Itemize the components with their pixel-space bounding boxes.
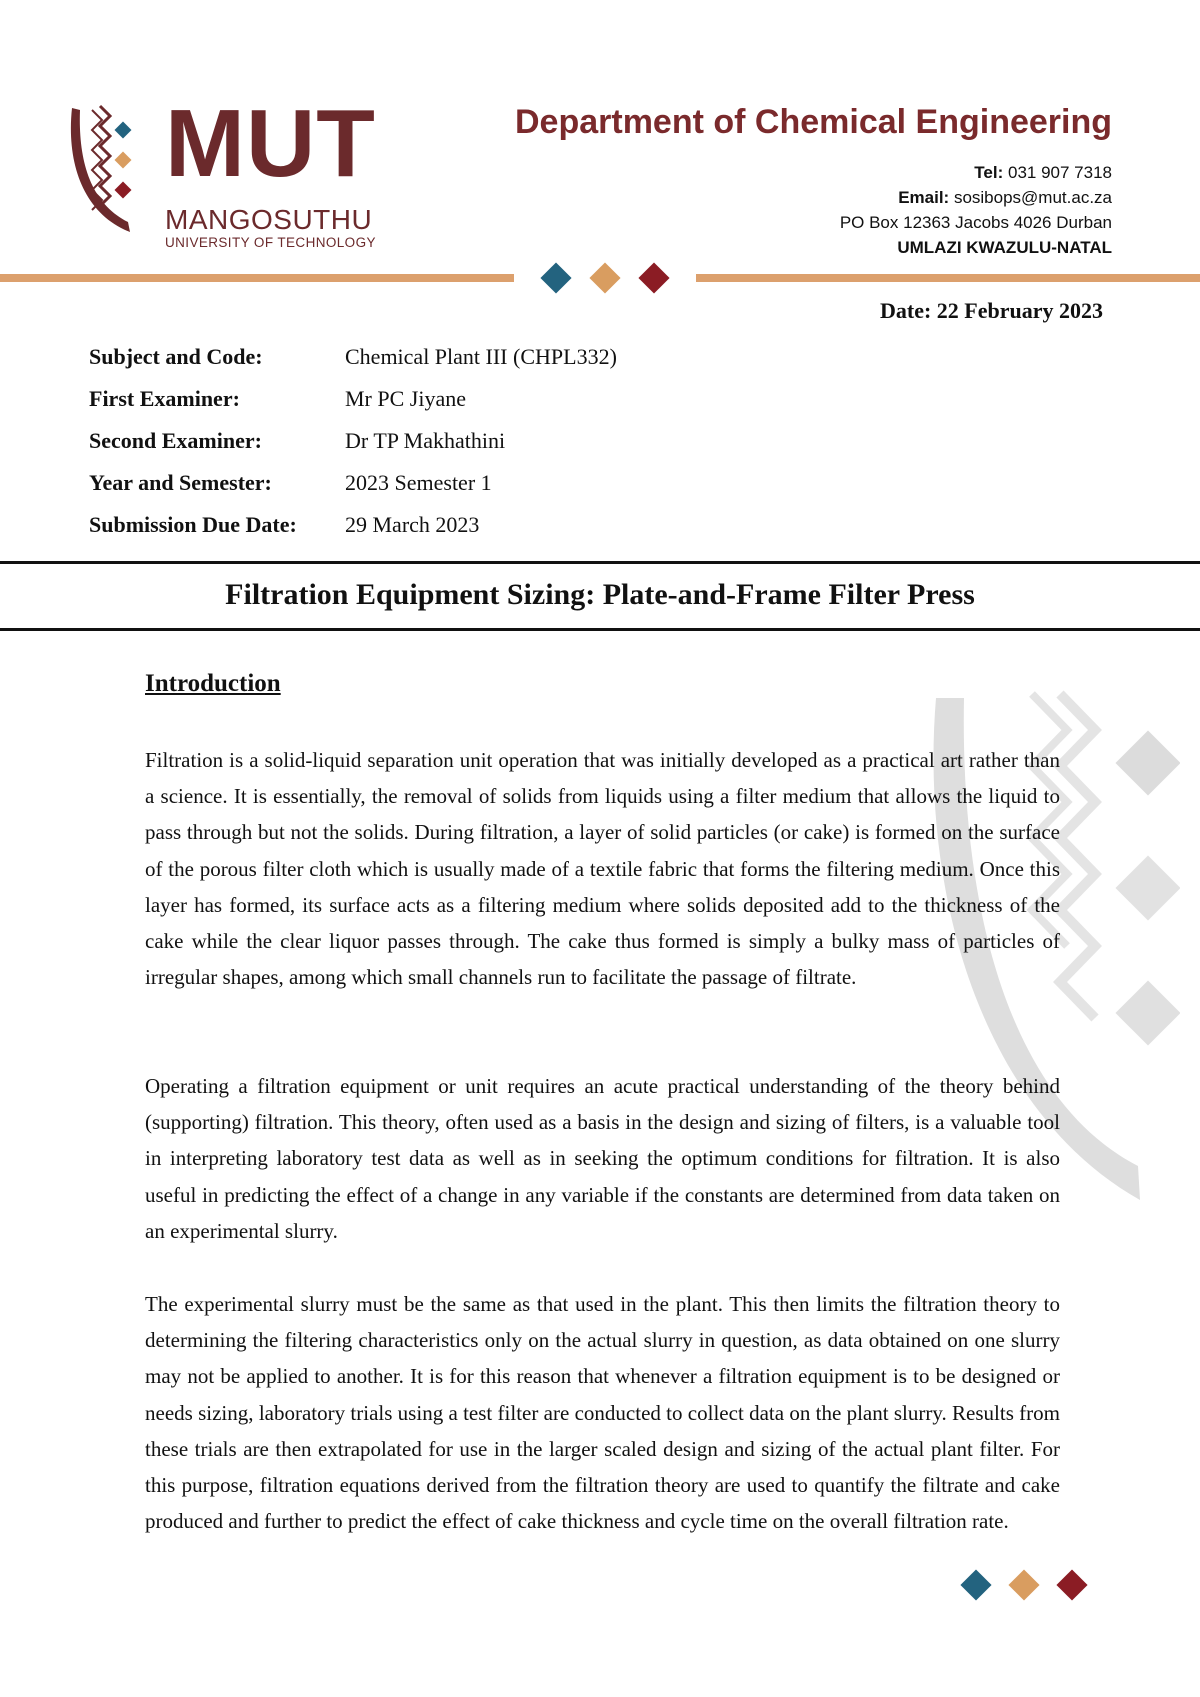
meta-label: Second Examiner: [89, 428, 262, 453]
title-rule-bottom [0, 628, 1200, 631]
header-rule-left [0, 274, 514, 282]
diamond-red-icon [638, 262, 669, 293]
meta-value: Mr PC Jiyane [345, 386, 466, 411]
logo-acronym: MUT [165, 90, 376, 197]
logo-university-name: MANGOSUTHU [165, 204, 373, 235]
meta-table [89, 342, 617, 552]
meta-value: Chemical Plant III (CHPL332) [345, 344, 617, 369]
footer-diamond-gold-icon [1008, 1569, 1039, 1600]
contact-location: UMLAZI KWAZULU-NATAL [897, 238, 1112, 257]
contact-tel: Tel: 031 907 7318 [974, 163, 1112, 182]
meta-row [89, 426, 617, 468]
meta-value: 2023 Semester 1 [345, 470, 492, 495]
meta-value: 29 March 2023 [345, 512, 480, 537]
logo-tagline: UNIVERSITY OF TECHNOLOGY [165, 235, 376, 250]
paragraph: The experimental slurry must be the same as that used in the plant. This then limits the filtration theory to determining the filtering characteristics only on the actual slurry in question, as data obtained on one slurry may not be applied to another. It is for this reason that whenever a filtration equipment is to be designed or needs sizing, laboratory trials using a test filter are conducted to collect data on the plant slurry. Results from these trials are then extrapolated for use in the larger scaled design and sizing of the actual plant filter. For this purpose, filtration equations derived from the filtration theory are used to quantify the filtrate and cake produced and further to predict the effect of cake thickness and cycle time on the overall filtration rate. [145, 1292, 1060, 1534]
document-date: Date: 22 February 2023 [879, 298, 1103, 323]
contact-po-box: PO Box 12363 Jacobs 4026 Durban [839, 213, 1112, 232]
meta-row [89, 384, 617, 426]
paragraph: Operating a filtration equipment or unit requires an acute practical understanding of the theory behind (supporting) filtration. This theory, often used as a basis in the design and sizing of filters, is a valuable tool in interpreting laboratory test data as well as in seeking the optimum conditions for filtration. It is also useful in predicting the effect of a change in any variable if the constants are determined from data taken on an experimental slurry. [145, 1074, 1060, 1243]
meta-label: First Examiner: [89, 386, 240, 411]
meta-label: Year and Semester: [89, 470, 272, 495]
meta-value: Dr TP Makhathini [345, 428, 506, 453]
meta-label: Subject and Code: [89, 344, 263, 369]
diamond-gold-icon [589, 262, 620, 293]
footer-diamond-red-icon [1056, 1569, 1087, 1600]
meta-row [89, 342, 617, 384]
header-rule-right [696, 274, 1200, 282]
contact-block [840, 160, 1112, 260]
meta-row [89, 510, 617, 552]
meta-label: Submission Due Date: [89, 512, 297, 537]
meta-row [89, 468, 617, 510]
document-title: Filtration Equipment Sizing: Plate-and-Frame Filter Press [225, 578, 975, 611]
title-rule-top [0, 561, 1200, 564]
department-title: Department of Chemical Engineering [515, 103, 1112, 141]
footer-diamond-blue-icon [960, 1569, 991, 1600]
contact-email: Email: sosibops@mut.ac.za [898, 188, 1112, 207]
diamond-blue-icon [540, 262, 571, 293]
section-heading-introduction: Introduction [145, 670, 281, 697]
paragraph: Filtration is a solid-liquid separation unit operation that was initially developed as a practical art rather than a science. It is essentially, the removal of solids from liquids using a filter medium that allows the liquid to pass through but not the solids. During filtration, a layer of solid particles (or cake) is formed on the surface of the porous filter cloth which is usually made of a textile fabric that forms the filtering medium. Once this layer has formed, its surface acts as a filtering medium where solids deposited add to the thickness of the cake while the clear liquor passes through. The cake thus formed is simply a bulky mass of particles of irregular shapes, among which small channels run to facilitate the passage of filtrate. [145, 748, 1060, 990]
